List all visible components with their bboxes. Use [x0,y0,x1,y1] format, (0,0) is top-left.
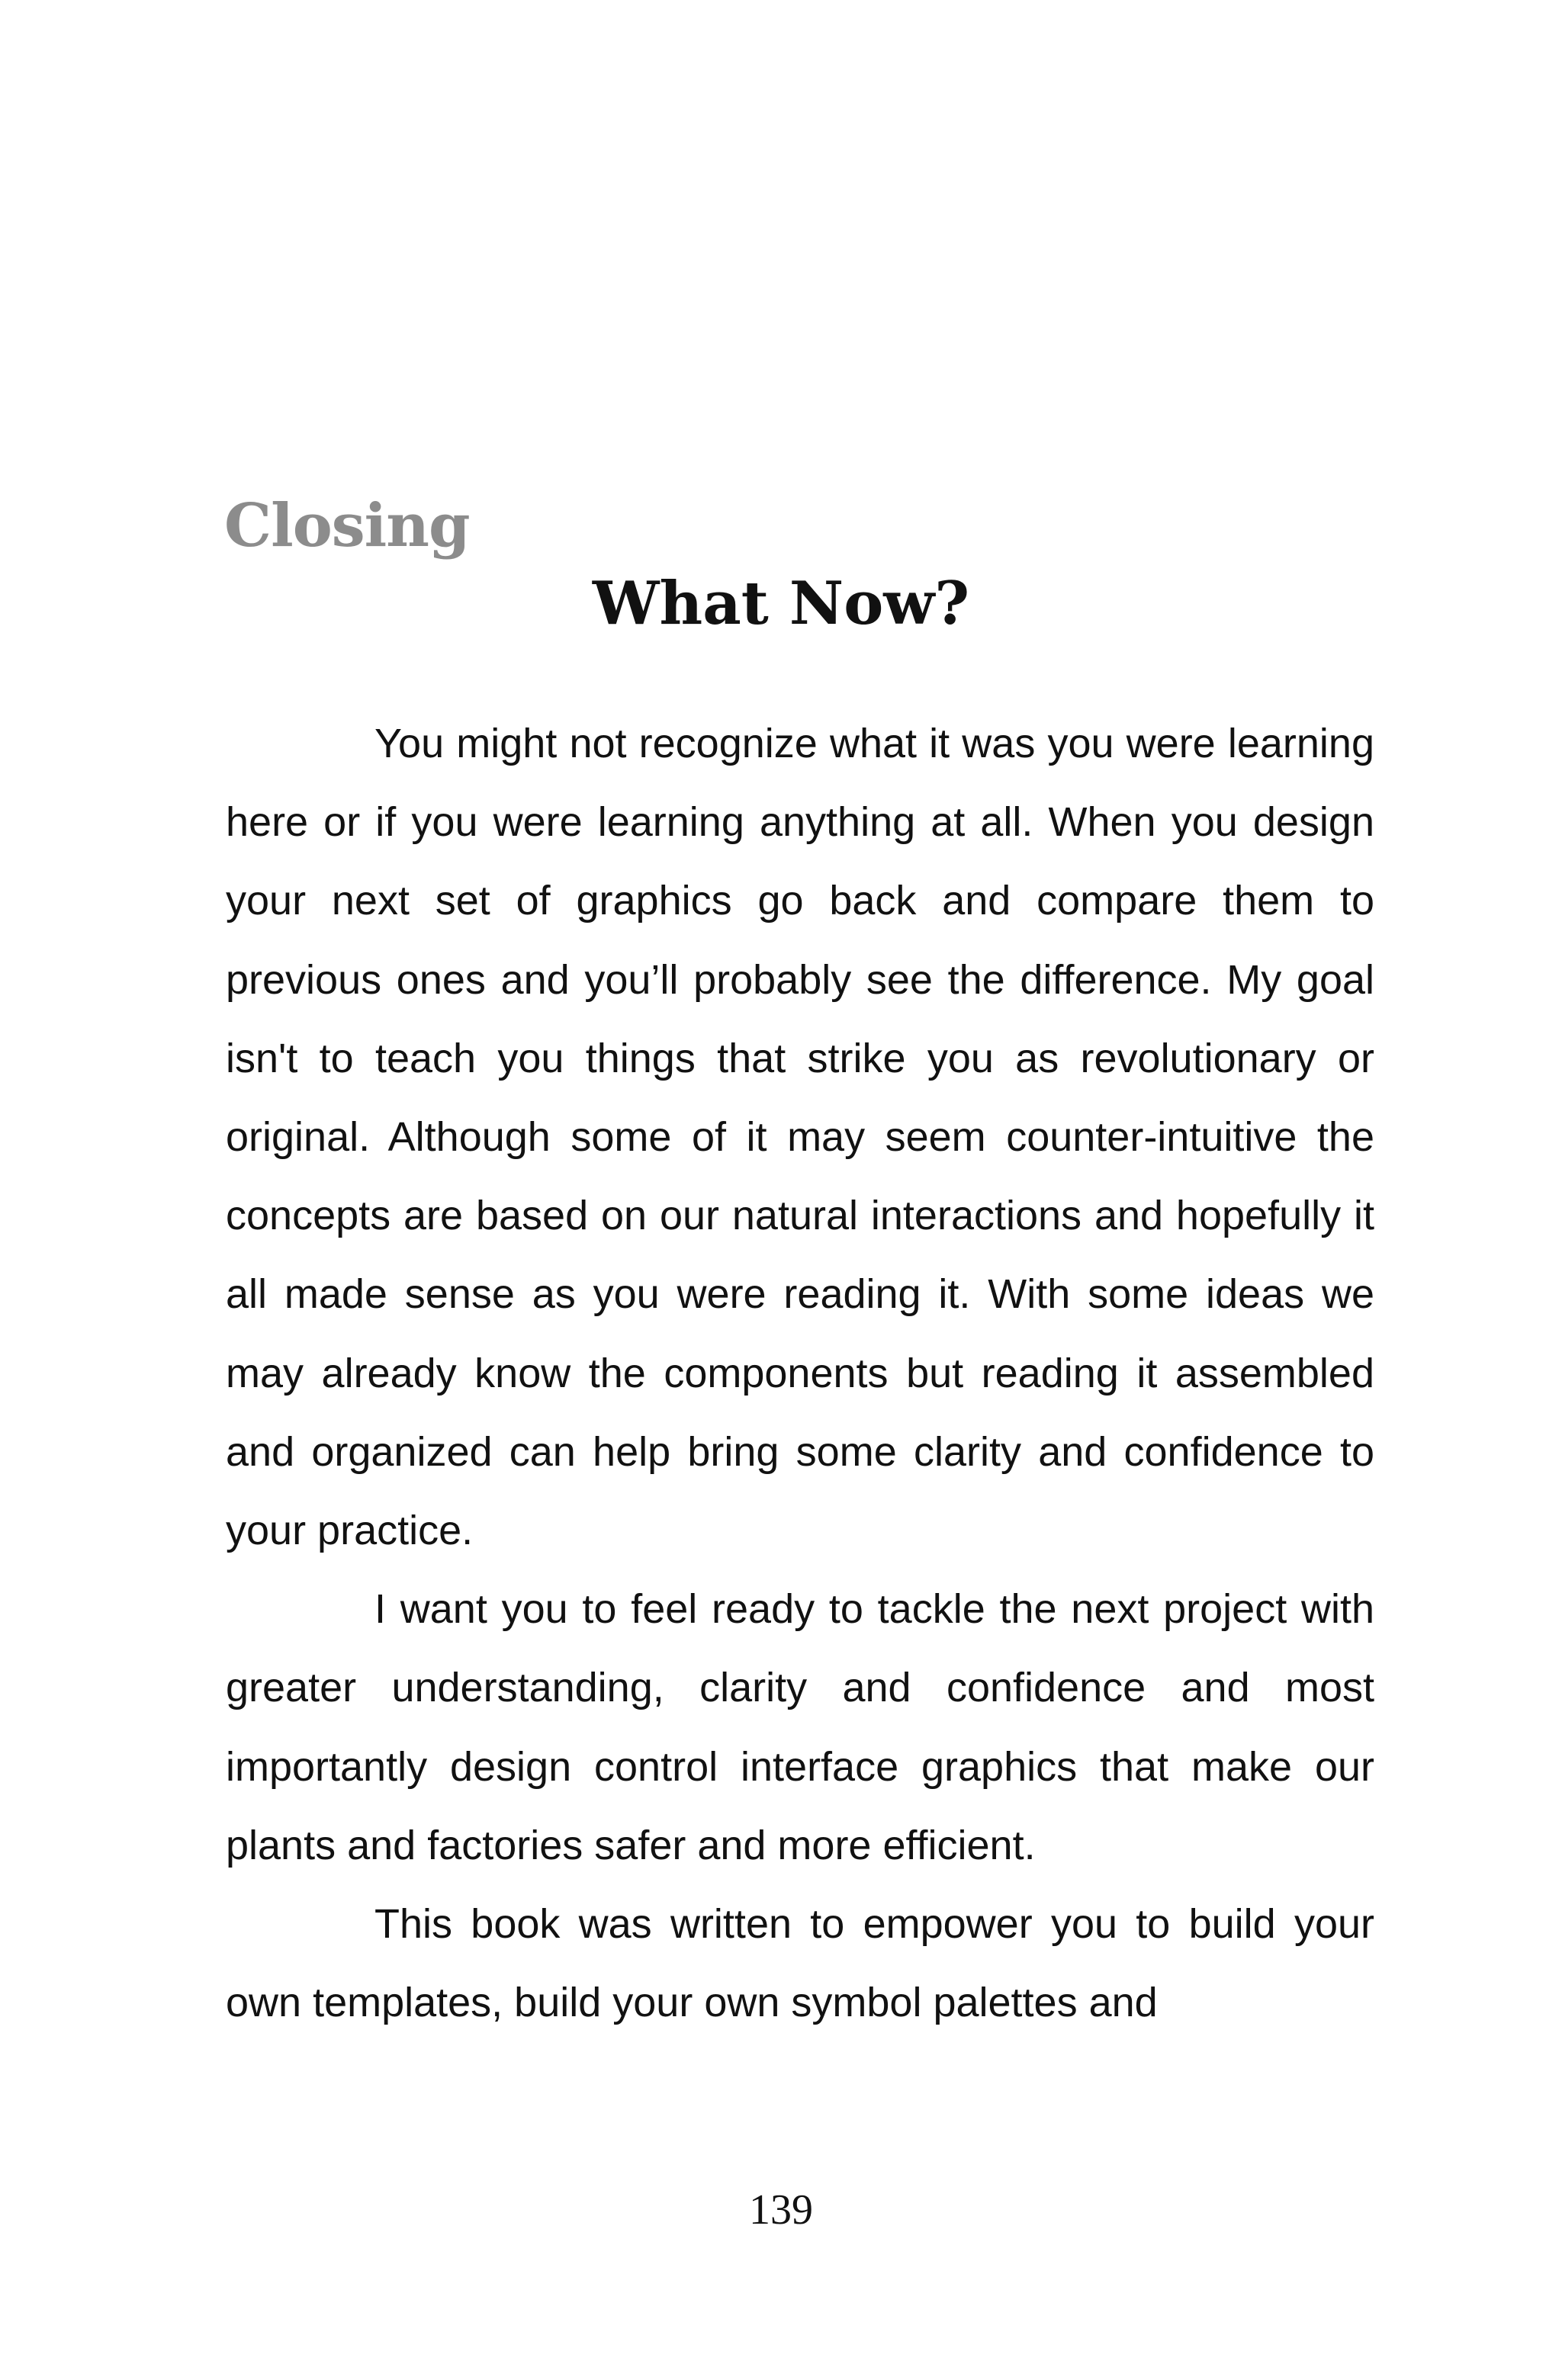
paragraph: I want you to feel ready to tackle the next project with greater understanding, clarity and confidence and most importantly design control interface graphics that make our plants and factories safer and more efficient. [226,1586,1374,1868]
body-text [226,705,1374,2042]
chapter-label: Closing [224,491,470,560]
chapter-title: What Now? [592,569,970,638]
paragraph: This book was written to empower you to build your own templates, build your own symbol palettes and [226,1901,1374,2026]
page-number: 139 [749,2186,813,2234]
paragraph: You might not recognize what it was you were learning here or if you were learning anything at all. When you design your next set of graphics go back and compare them to previous ones and you’ll probably see the difference. My goal isn't to teach you things that strike you as revolutionary or original. Although some of it may seem counter-intuitive the concepts are based on our natural interactions and hopefully it all made sense as you were reading it. With some ideas we may already know the components but reading it assembled and organized can help bring some clarity and confidence to your practice. [226,721,1374,1554]
